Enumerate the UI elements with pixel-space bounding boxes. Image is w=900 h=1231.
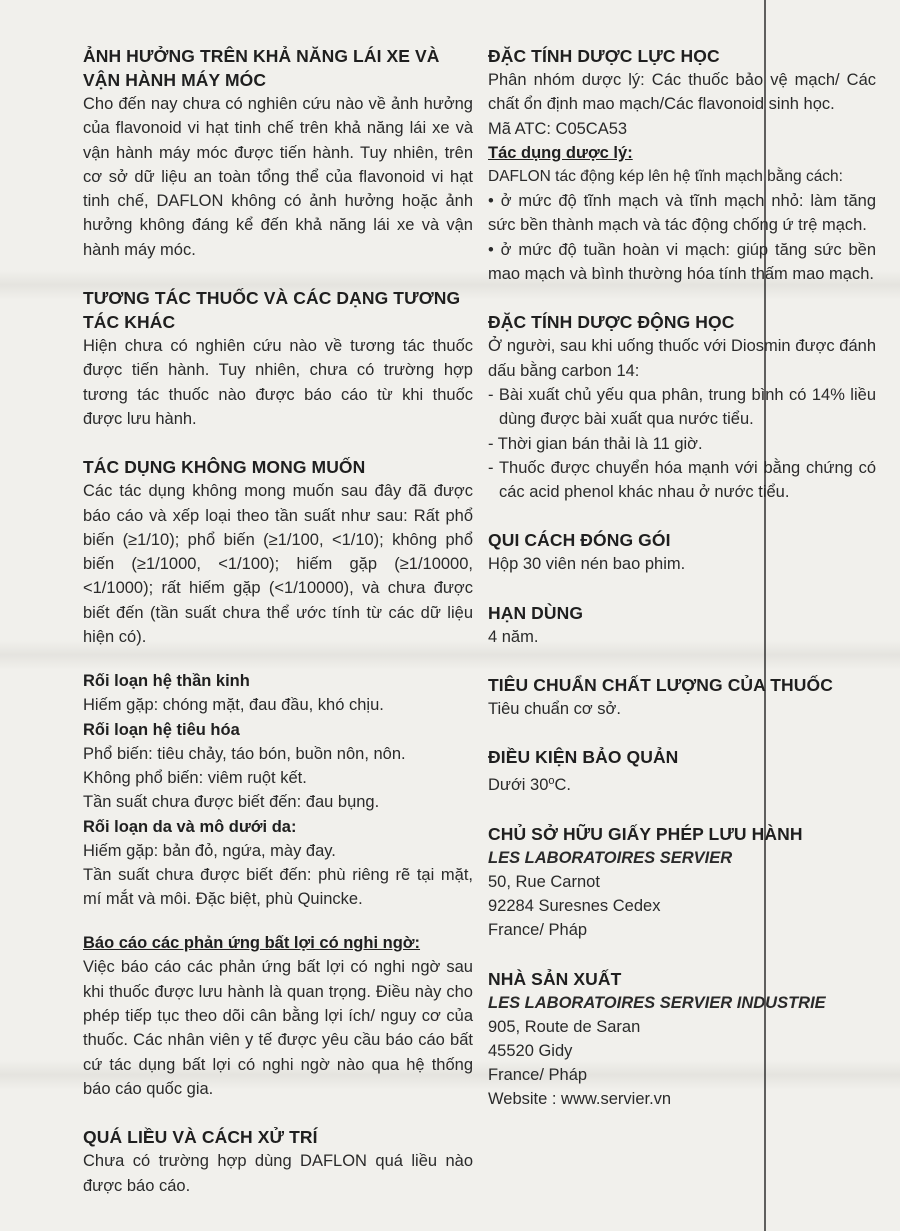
left-column (83, 44, 473, 1198)
atc-code: Mã ATC: C05CA53 (488, 119, 628, 138)
reporting-body: Việc báo cáo các phản ứng bất lợi có nghi ngờ sau khi thuốc được lưu hành là quan trọng. Điều này cho phép tiếp tục theo dõi cân bằng lợi ích/ nguy cơ của thuốc. Các nhân viên y tế được yêu cầu báo cáo bất cứ tác dụng bất lợi có nghi ngờ nào qua hệ thống báo cáo quốc gia. (83, 958, 473, 1098)
holder-company: LES LABORATOIRES SERVIER (488, 848, 733, 867)
pharmacodynamics-group: Phân nhóm dược lý: Các thuốc bảo vệ mạch/ Các chất ổn định mao mạch/Các flavonoid sinh học. (488, 71, 876, 114)
overdose-title: QUÁ LIỀU VÀ CÁCH XỬ TRÍ (83, 1127, 318, 1148)
pharmacokinetics-section (488, 310, 876, 504)
right-column (488, 44, 876, 1112)
pharmacodynamics-section (488, 44, 876, 286)
manufacturer-section (488, 967, 876, 1112)
skin-line: Hiếm gặp: bản đỏ, ngứa, mày đay. (83, 841, 336, 860)
storage-temp: Dưới 30 (488, 776, 549, 795)
packaging-title: QUI CÁCH ĐÓNG GÓI (488, 530, 671, 551)
packaging-body: Hộp 30 viên nén bao phim. (488, 555, 686, 574)
manufacturer-address: 45520 Gidy (488, 1041, 573, 1060)
side-effects-title: TÁC DỤNG KHÔNG MONG MUỐN (83, 457, 366, 478)
manufacturer-title: NHÀ SẢN XUẤT (488, 968, 622, 989)
shelf-life-title: HẠN DÙNG (488, 602, 584, 623)
driving-title: ẢNH HƯỞNG TRÊN KHẢ NĂNG LÁI XE VÀ VẬN HÀNH MÁY MÓC (83, 46, 440, 90)
storage-unit: C. (554, 776, 572, 795)
skin-title: Rối loạn da và mô dưới da: (83, 817, 297, 836)
effect-bullet: • ở mức độ tuần hoàn vi mạch: giúp tăng sức bền mao mạch và bình thường hóa tính thấm mao mạch. (488, 240, 876, 284)
quality-body: Tiêu chuẩn cơ sở. (488, 700, 621, 719)
nervous-title: Rối loạn hệ thần kinh (83, 672, 250, 691)
manufacturer-address: France/ Pháp (488, 1066, 588, 1085)
shelf-life-section (488, 601, 876, 649)
interactions-section (83, 286, 473, 431)
effect-intro: DAFLON tác động kép lên hệ tĩnh mạch bằng cách: (488, 167, 843, 185)
manufacturer-company: LES LABORATOIRES SERVIER INDUSTRIE (488, 993, 826, 1012)
quality-section (488, 673, 876, 721)
effect-bullet: • ở mức độ tĩnh mạch và tĩnh mạch nhỏ: làm tăng sức bền thành mạch và tác động chống ứ trệ mạch. (488, 192, 876, 235)
reporting-title: Báo cáo các phản ứng bất lợi có nghi ngờ: (83, 934, 421, 953)
pharmacokinetics-intro: Ở người, sau khi uống thuốc với Diosmin được đánh dấu bằng carbon 14: (488, 337, 876, 380)
interactions-body: Hiện chưa có nghiên cứu nào về tương tác thuốc được tiến hành. Tuy nhiên, chưa có trường hợp tương tác thuốc nào được báo cáo từ khi thuốc được lưu hành. (83, 337, 473, 428)
pharmacokinetics-item: - Thuốc được chuyển hóa mạnh với bằng chứng có các acid phenol khác nhau ở nước tiểu. (488, 458, 876, 502)
digestive-line: Tần suất chưa được biết đến: đau bụng. (83, 793, 380, 812)
storage-body (488, 769, 876, 797)
holder-title: CHỦ SỞ HỮU GIẤY PHÉP LƯU HÀNH (488, 823, 803, 844)
holder-address: France/ Pháp (488, 921, 588, 940)
overdose-section (83, 1125, 473, 1198)
storage-title: ĐIỀU KIỆN BẢO QUẢN (488, 747, 679, 768)
holder-section (488, 822, 876, 943)
digestive-line: Không phổ biến: viêm ruột kết. (83, 768, 307, 787)
storage-section (488, 745, 876, 797)
driving-section (83, 44, 473, 262)
effect-title: Tác dụng dược lý: (488, 143, 633, 162)
pharmacokinetics-item: - Bài xuất chủ yếu qua phân, trung bình có 14% liều dùng được bài xuất qua nước tiểu. (488, 385, 876, 429)
pharmacodynamics-title: ĐẶC TÍNH DƯỢC LỰC HỌC (488, 46, 720, 66)
pharmacokinetics-title: ĐẶC TÍNH DƯỢC ĐỘNG HỌC (488, 312, 735, 333)
skin-line: Tần suất chưa được biết đến: phù riêng rẽ tại mặt, mí mắt và môi. Đặc biệt, phù Quincke. (83, 865, 473, 909)
quality-title: TIÊU CHUẨN CHẤT LƯỢNG CỦA THUỐC (488, 675, 833, 696)
pharmacokinetics-item: - Thời gian bán thải là 11 giờ. (488, 434, 703, 453)
degree-mark: o (548, 775, 555, 788)
nervous-line: Hiếm gặp: chóng mặt, đau đầu, khó chịu. (83, 696, 384, 715)
reporting-section (83, 931, 473, 1101)
interactions-title: TƯƠNG TÁC THUỐC VÀ CÁC DẠNG TƯƠNG TÁC KHÁC (83, 288, 461, 333)
overdose-body: Chưa có trường hợp dùng DAFLON quá liều nào được báo cáo. (83, 1152, 473, 1195)
side-effects-body: Các tác dụng không mong muốn sau đây đã được báo cáo và xếp loại theo tần suất như sau: Rất phổ biến (≥1/10); phổ biến (≥1/100, <1/10); không phổ biến (≥1/1000, <1/100); hiếm gặp (≥1/10000, <1/1000); rất hiếm gặp (<1/10000), và chưa được biết đến (tần suất chưa thể ước tính từ các dữ liệu hiện có). (83, 482, 473, 647)
side-effects-section (83, 455, 473, 911)
packaging-section (488, 528, 876, 576)
manufacturer-address: 905, Route de Saran (488, 1017, 641, 1036)
digestive-line: Phổ biến: tiêu chảy, táo bón, buồn nôn, nôn. (83, 744, 406, 763)
manufacturer-website: Website : www.servier.vn (488, 1090, 672, 1109)
holder-address: 50, Rue Carnot (488, 872, 600, 891)
driving-body: Cho đến nay chưa có nghiên cứu nào về ảnh hưởng của flavonoid vi hạt tinh chế trên khả năng lái xe và vận hành máy móc được tiến hành. Tuy nhiên, trên cơ sở dữ liệu an toàn tổng thể của flavonoid vi hạt tinh chế, DAFLON không có ảnh hưởng hoặc ảnh hưởng không đáng kể đến khả năng lái xe và vận hành máy móc. (83, 95, 473, 259)
shelf-life-body: 4 năm. (488, 627, 539, 646)
holder-address: 92284 Suresnes Cedex (488, 896, 661, 915)
digestive-title: Rối loạn hệ tiêu hóa (83, 720, 240, 739)
